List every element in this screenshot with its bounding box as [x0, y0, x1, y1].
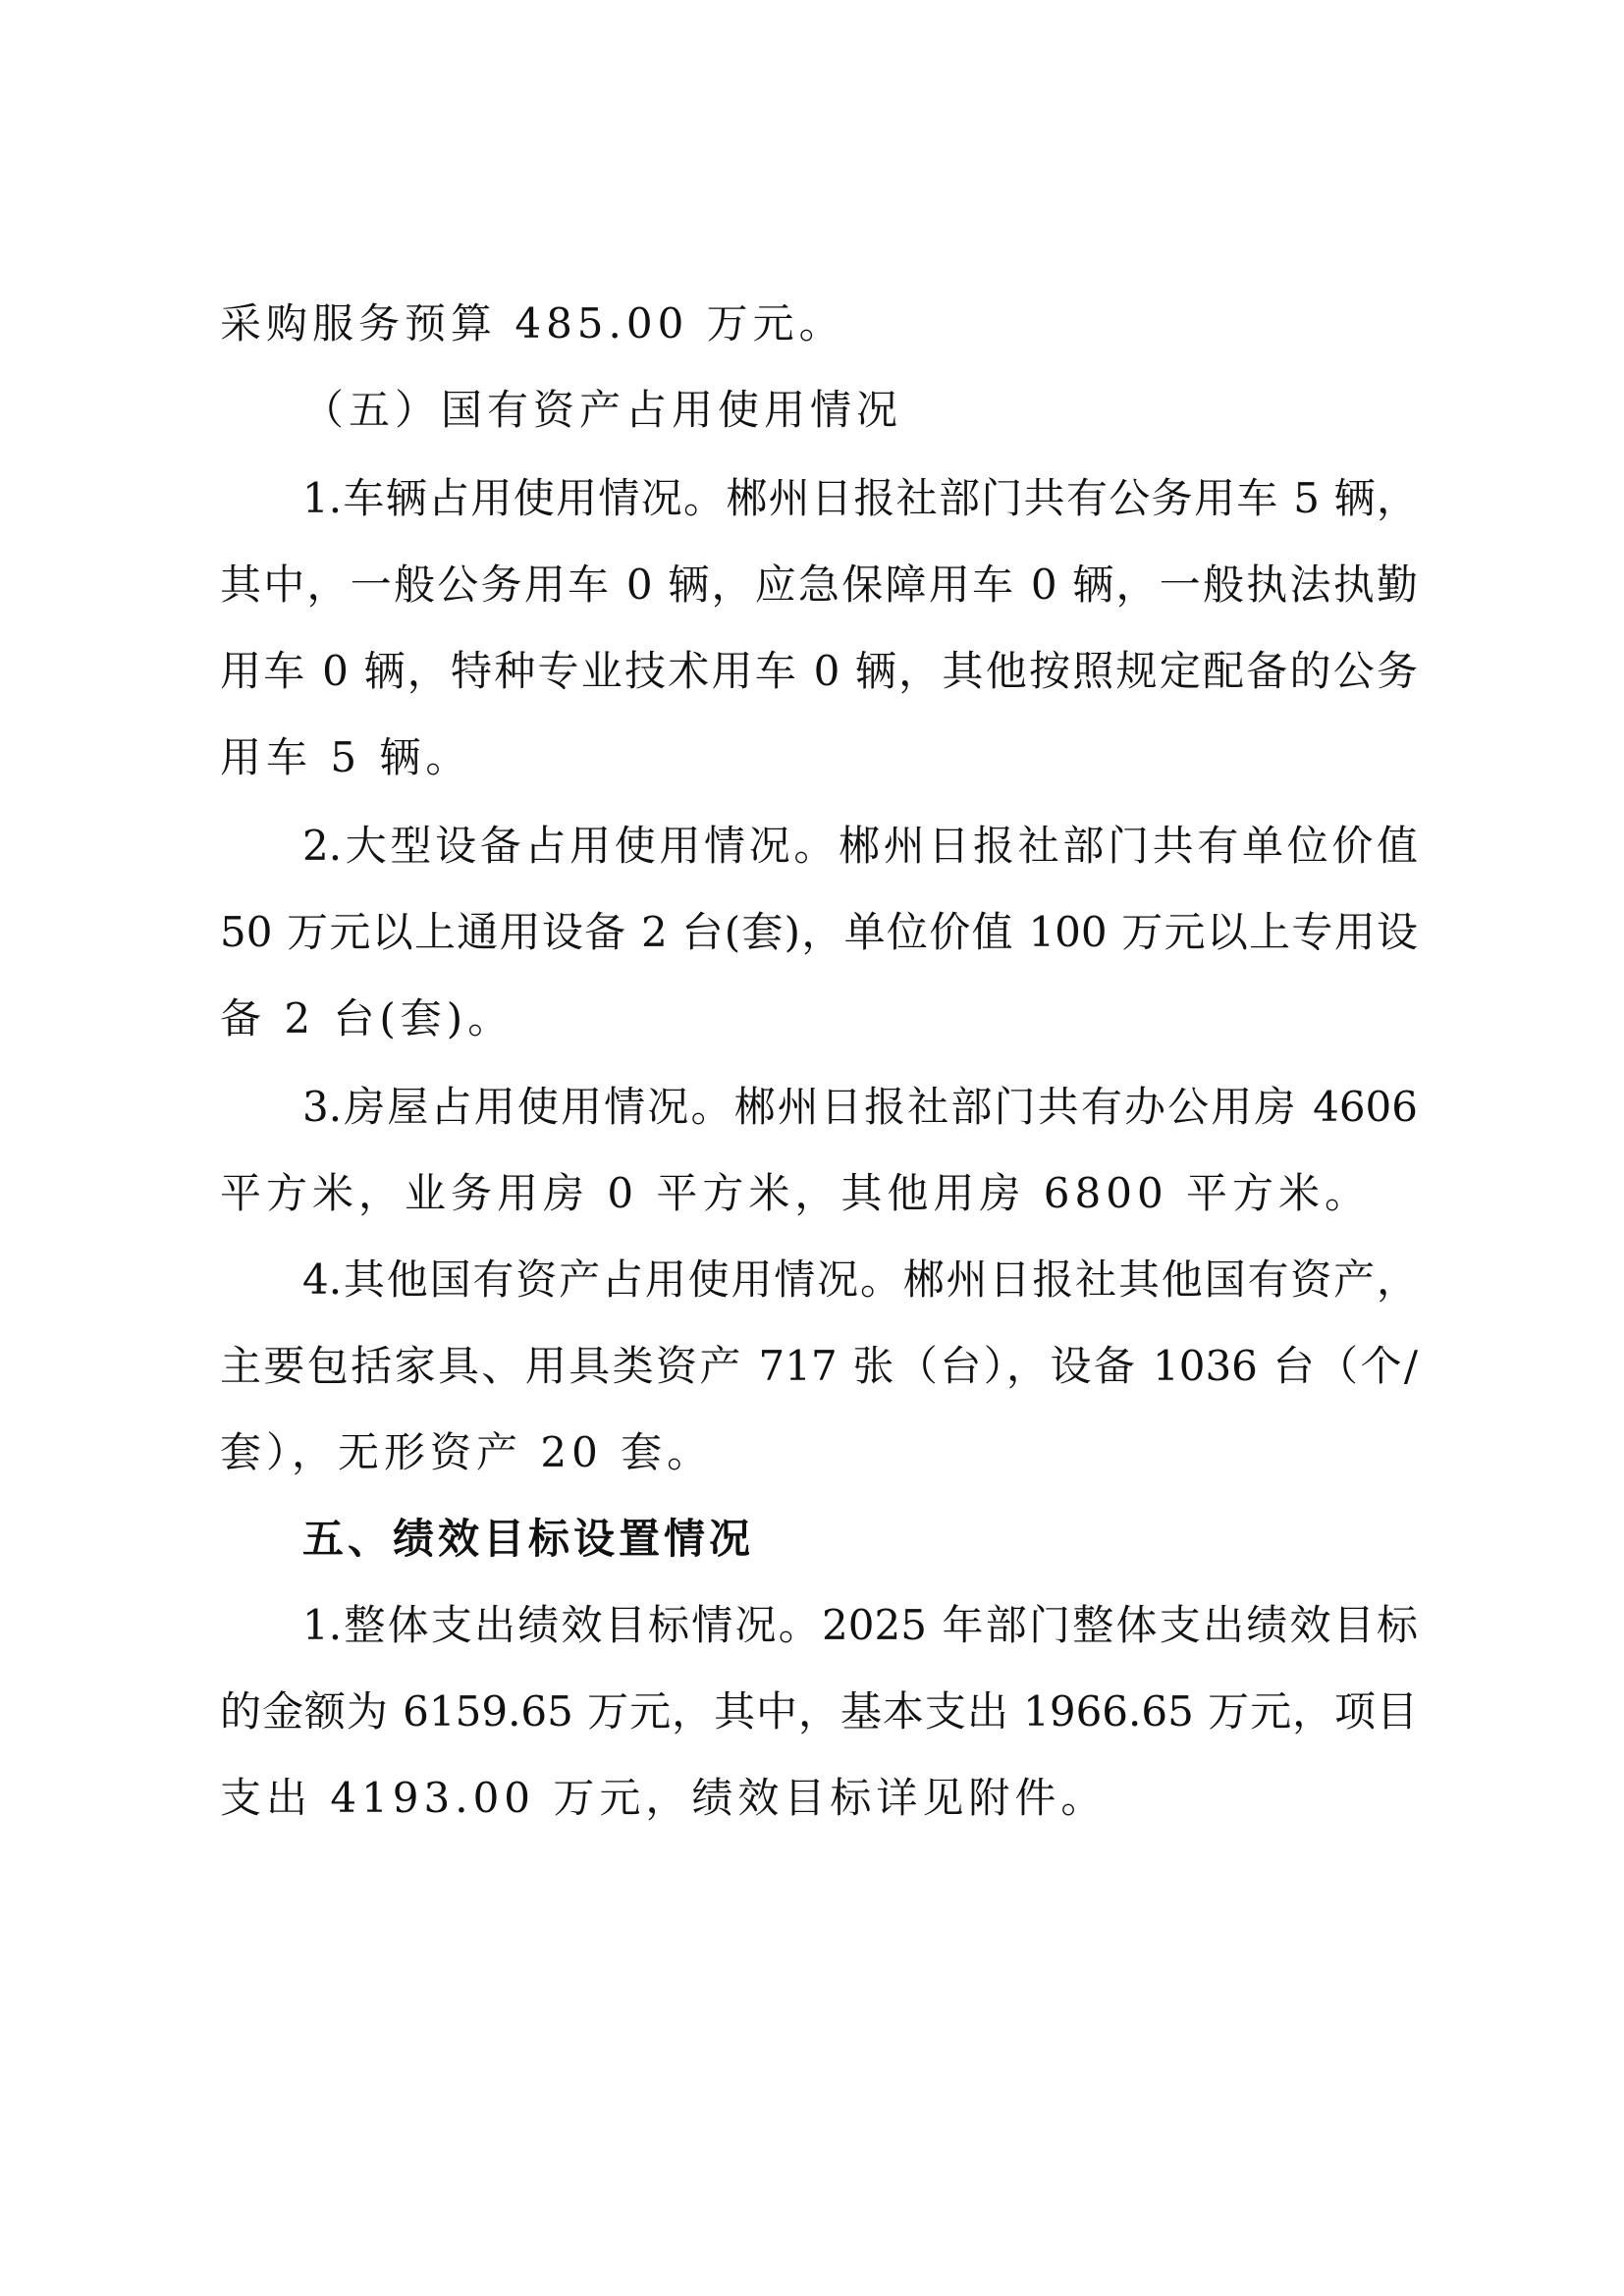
paragraph-line: 4.其他国有资产占用使用情况。郴州日报社其他国有资产，	[302, 1255, 1418, 1304]
paragraph-line: 备 2 台(套)。	[220, 994, 514, 1042]
paragraph-line: 支出 4193.00 万元，绩效目标详见附件。	[220, 1774, 1108, 1822]
paragraph-line: 采购服务预算 485.00 万元。	[220, 299, 845, 347]
section-subheading: （五）国有资产占用使用情况	[302, 386, 903, 434]
section-heading: 五、绩效目标设置情况	[302, 1515, 755, 1563]
paragraph-line: 1.整体支出绩效目标情况。2025 年部门整体支出绩效目标	[302, 1601, 1418, 1649]
paragraph-line: 50 万元以上通用设备 2 台(套)，单位价值 100 万元以上专用设	[220, 908, 1418, 956]
paragraph-line: 用车 5 辆。	[220, 733, 472, 781]
paragraph-line: 其中，一般公务用车 0 辆，应急保障用车 0 辆，一般执法执勤	[220, 561, 1418, 609]
paragraph-line: 3.房屋占用使用情况。郴州日报社部门共有办公用房 4606	[302, 1083, 1418, 1131]
paragraph-line: 2.大型设备占用使用情况。郴州日报社部门共有单位价值	[302, 822, 1418, 870]
paragraph-line: 的金额为 6159.65 万元，其中，基本支出 1966.65 万元，项目	[220, 1687, 1418, 1735]
paragraph-line: 用车 0 辆，特种专业技术用车 0 辆，其他按照规定配备的公务	[220, 647, 1418, 695]
paragraph-line: 平方米，业务用房 0 平方米，其他用房 6800 平方米。	[220, 1169, 1372, 1217]
paragraph-line: 1.车辆占用使用情况。郴州日报社部门共有公务用车 5 辆，	[302, 474, 1418, 522]
paragraph-line: 主要包括家具、用具类资产 717 张（台），设备 1036 台（个/	[220, 1342, 1418, 1390]
paragraph-line: 套），无形资产 20 套。	[220, 1428, 714, 1476]
